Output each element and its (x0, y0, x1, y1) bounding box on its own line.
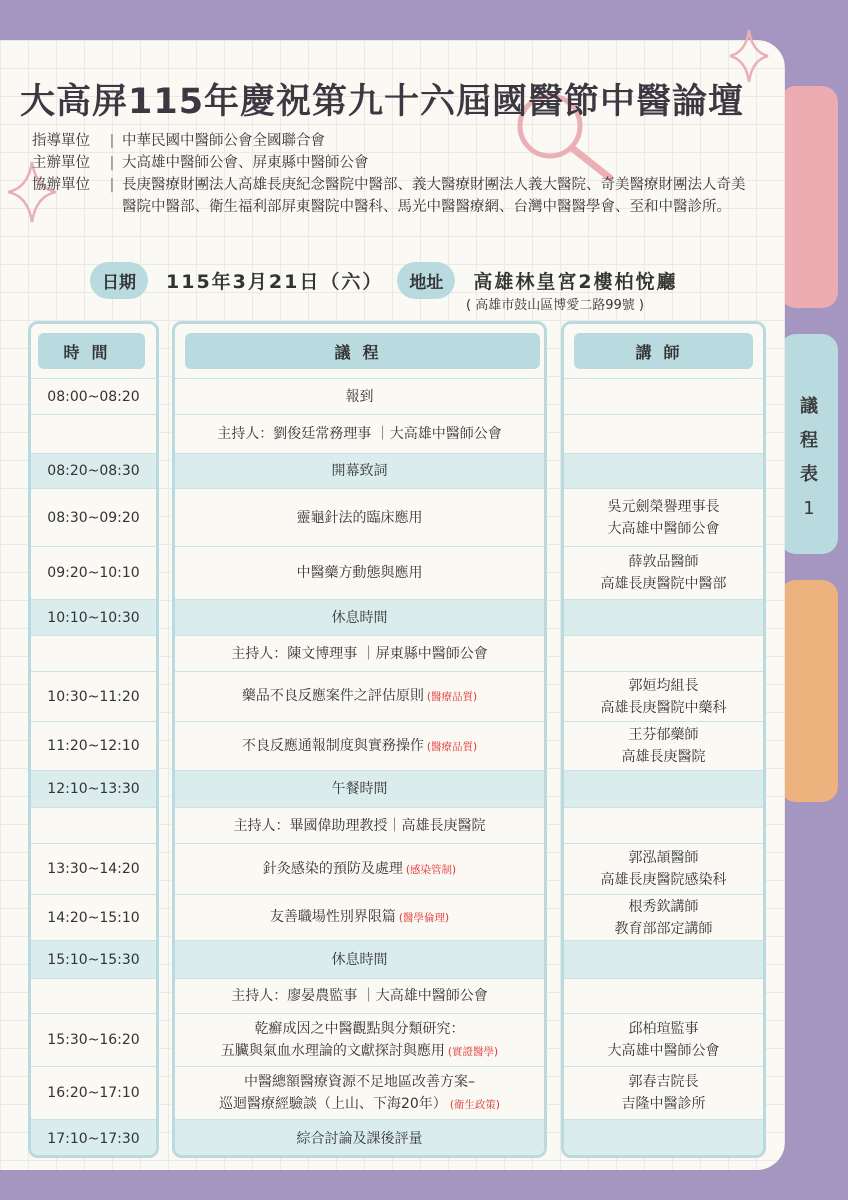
speaker-text: 王芬郁藥師 (628, 727, 699, 743)
agenda-title: 報到 (345, 388, 374, 405)
organizer-value: 大高雄中醫師公會、屏東縣中醫師公會 (122, 155, 369, 171)
agenda-cell (175, 894, 544, 940)
organizer-row (32, 130, 762, 152)
agenda-cell (175, 635, 544, 671)
speaker-cell (564, 978, 763, 1013)
agenda-title: 主持人：劉俊廷常務理事 ｜大高雄中醫師公會 (217, 426, 502, 442)
organizer-label: 主辦單位 (32, 155, 90, 171)
agenda-cell (175, 453, 544, 488)
time-cell (31, 894, 156, 940)
agenda-cell (175, 414, 544, 453)
agenda-text (244, 1071, 475, 1093)
speaker-cell (564, 599, 763, 635)
agenda-text (332, 460, 388, 482)
agenda-header: 議程 (185, 333, 540, 369)
category-tag: (衛生政策) (449, 1098, 501, 1111)
speaker-cell (564, 770, 763, 807)
organizer-separator: | (109, 155, 115, 171)
agenda-text (242, 735, 477, 758)
speaker-text: 吳元劍榮譽理事長 (607, 498, 720, 515)
agenda-cell (175, 1066, 544, 1119)
speaker-cell (564, 378, 763, 414)
speaker-cell (564, 414, 763, 453)
organizer-separator: | (109, 133, 115, 149)
time-cell (31, 940, 156, 978)
time-cell (31, 599, 156, 635)
time-cell (31, 414, 156, 453)
time-text: 17:10~17:30 (47, 1131, 140, 1147)
agenda-title: 開幕致詞 (331, 463, 388, 479)
time-text: 11:20~12:10 (47, 738, 140, 754)
time-column (28, 321, 159, 1158)
organizer-separator: | (109, 177, 115, 193)
speaker-text: 教育部部定講師 (614, 920, 713, 937)
time-text: 15:30~16:20 (47, 1032, 140, 1048)
speaker-text: 郭春吉院長 (628, 1074, 699, 1090)
side-tab-pink (780, 86, 838, 308)
agenda-title: 五臟與氣血水理論的文獻探討與應用 (220, 1042, 445, 1059)
agenda-title: 主持人：廖晏農監事 ｜大高雄中醫師公會 (231, 988, 488, 1004)
speaker-text: 高雄長庚醫院感染科 (600, 872, 727, 888)
agenda-title: 不良反應通報制度與實務操作 (241, 737, 424, 754)
agenda-title: 主持人：陳文博理事 ｜屏東縣中醫師公會 (231, 645, 488, 662)
organizer-value: 長庚醫療財團法人高雄長庚紀念醫院中醫部、義大醫療財團法人義大醫院、奇美醫療財團法人奇美醫院中醫部、衛生福利部屏東醫院中醫科、馬光中醫醫療網、台灣中醫醫學會、至和中醫診所。 (122, 177, 746, 215)
agenda-cell (175, 378, 544, 414)
speaker-text: 大高雄中醫師公會 (607, 520, 720, 537)
speaker-cell (564, 1119, 763, 1158)
date-label: 日期 (90, 262, 148, 299)
agenda-cell (175, 599, 544, 635)
agenda-title: 中醫藥方動態與應用 (296, 565, 423, 581)
speaker-cell (564, 843, 763, 894)
speaker-text: 高雄長庚醫院中醫部 (600, 576, 727, 592)
speaker-text: 郭姮均組長 (628, 677, 699, 694)
speaker-text: 郭泓頡醫師 (628, 850, 699, 866)
agenda-cell (175, 721, 544, 770)
agenda-text (255, 1018, 465, 1040)
agenda-cell (175, 1013, 544, 1066)
time-cell (31, 770, 156, 807)
time-text: 14:20~15:10 (47, 909, 140, 926)
time-cell (31, 453, 156, 488)
speaker-cell (564, 1013, 763, 1066)
speaker-cell (564, 940, 763, 978)
agenda-cell (175, 546, 544, 599)
time-text: 10:10~10:30 (47, 609, 140, 626)
speaker-column (561, 321, 766, 1158)
agenda-title: 綜合討論及課後評量 (296, 1131, 423, 1147)
agenda-title: 午餐時間 (331, 781, 388, 797)
speaker-cell (564, 546, 763, 599)
side-tab-char: 議 (800, 396, 818, 417)
time-cell (31, 488, 156, 546)
agenda-text (346, 386, 374, 408)
agenda-cell (175, 671, 544, 721)
agenda-title: 主持人：畢國偉助理教授｜高雄長庚醫院 (233, 817, 486, 834)
category-tag: (實證醫學) (447, 1045, 499, 1058)
time-cell (31, 843, 156, 894)
speaker-cell (564, 635, 763, 671)
speaker-cell (564, 894, 763, 940)
agenda-cell (175, 807, 544, 843)
agenda-title: 針灸感染的預防及處理 (262, 860, 403, 877)
time-cell (31, 1013, 156, 1066)
category-tag: (感染管制) (405, 863, 457, 876)
speaker-cell (564, 1066, 763, 1119)
address-label: 地址 (397, 262, 455, 299)
time-text: 08:30~09:20 (47, 509, 140, 526)
time-text: 13:30~14:20 (47, 861, 140, 877)
agenda-text (263, 858, 456, 881)
time-cell (31, 635, 156, 671)
agenda-text (219, 1093, 500, 1116)
agenda-cell (175, 770, 544, 807)
agenda-text (217, 423, 501, 445)
time-cell (31, 978, 156, 1013)
agenda-text (231, 985, 487, 1007)
agenda-title: 友善職場性別界限篇 (269, 909, 396, 925)
speaker-text: 高雄長庚醫院 (621, 749, 706, 765)
side-tab-char: 程 (800, 430, 818, 451)
time-text: 10:30~11:20 (47, 688, 140, 705)
time-cell (31, 721, 156, 770)
category-tag: (醫學倫理) (398, 912, 450, 924)
agenda-cell (175, 940, 544, 978)
agenda-title: 中醫總額醫療資源不足地區改善方案– (244, 1073, 475, 1090)
speaker-cell (564, 488, 763, 546)
time-text: 16:20~17:10 (47, 1085, 140, 1101)
speaker-text: 邱柏瑄監事 (628, 1021, 699, 1037)
time-cell (31, 378, 156, 414)
time-cell (31, 1119, 156, 1158)
agenda-text (297, 1128, 423, 1150)
agenda-title: 靈龜針法的臨床應用 (296, 509, 423, 526)
agenda-text (332, 778, 388, 800)
organizer-row (32, 174, 762, 218)
agenda-cell (175, 488, 544, 546)
agenda-text (221, 1040, 498, 1063)
agenda-text (332, 949, 388, 971)
agenda-cell (175, 978, 544, 1013)
organizer-label: 協辦單位 (32, 177, 90, 193)
speaker-text: 薛敦品醫師 (628, 554, 699, 570)
time-text: 09:20~10:10 (47, 565, 140, 581)
address-detail: ( 高雄市鼓山區博愛二路99號 ) (466, 298, 644, 313)
time-cell (31, 1066, 156, 1119)
agenda-text (270, 906, 449, 929)
time-cell (31, 671, 156, 721)
organizer-label: 指導單位 (32, 133, 90, 149)
time-text: 08:20~08:30 (47, 463, 140, 479)
organizer-value: 中華民國中醫師公會全國聯合會 (122, 133, 325, 149)
time-cell (31, 807, 156, 843)
speaker-text: 根秀欽講師 (628, 898, 699, 915)
speaker-cell (564, 721, 763, 770)
agenda-title: 巡迴醫療經驗談（上山、下海20年） (218, 1095, 447, 1112)
agenda-column (172, 321, 547, 1158)
speaker-text: 大高雄中醫師公會 (607, 1043, 720, 1059)
time-cell (31, 546, 156, 599)
agenda-title: 休息時間 (331, 951, 388, 968)
speaker-text: 吉隆中醫診所 (621, 1096, 706, 1112)
speaker-text: 高雄長庚醫院中藥科 (600, 699, 727, 716)
event-date: 115年3月21日（六） (166, 271, 384, 293)
category-tag: (醫療品質) (426, 740, 478, 753)
time-text: 12:10~13:30 (47, 781, 140, 797)
agenda-text (231, 643, 487, 665)
organizer-row (32, 152, 762, 174)
agenda-text (297, 507, 423, 529)
side-tab-orange (780, 580, 838, 802)
agenda-text (332, 607, 388, 629)
agenda-text (234, 815, 486, 837)
speaker-cell (564, 453, 763, 488)
agenda-title: 乾癬成因之中醫觀點與分類研究： (254, 1020, 465, 1037)
time-text: 08:00~08:20 (47, 388, 140, 405)
agenda-text (297, 562, 423, 584)
category-tag: (醫療品質) (426, 691, 478, 703)
speaker-header: 講師 (574, 333, 753, 369)
side-tab-agenda[interactable] (780, 334, 838, 554)
side-tab-char: 表 (800, 464, 818, 485)
page-title: 大高屏115年慶祝第九十六屆國醫節中醫論壇 (20, 82, 745, 122)
organizer-list (32, 130, 762, 218)
side-tab-number: 1 (803, 498, 815, 519)
agenda-text (242, 685, 477, 708)
agenda-cell (175, 843, 544, 894)
time-text: 15:10~15:30 (47, 951, 140, 968)
event-address: 高雄林皇宮2樓柏悅廳 (473, 271, 678, 293)
time-header: 時間 (38, 333, 145, 369)
agenda-cell (175, 1119, 544, 1158)
speaker-cell (564, 671, 763, 721)
agenda-title: 休息時間 (331, 609, 388, 626)
agenda-title: 藥品不良反應案件之評估原則 (241, 688, 424, 704)
speaker-cell (564, 807, 763, 843)
